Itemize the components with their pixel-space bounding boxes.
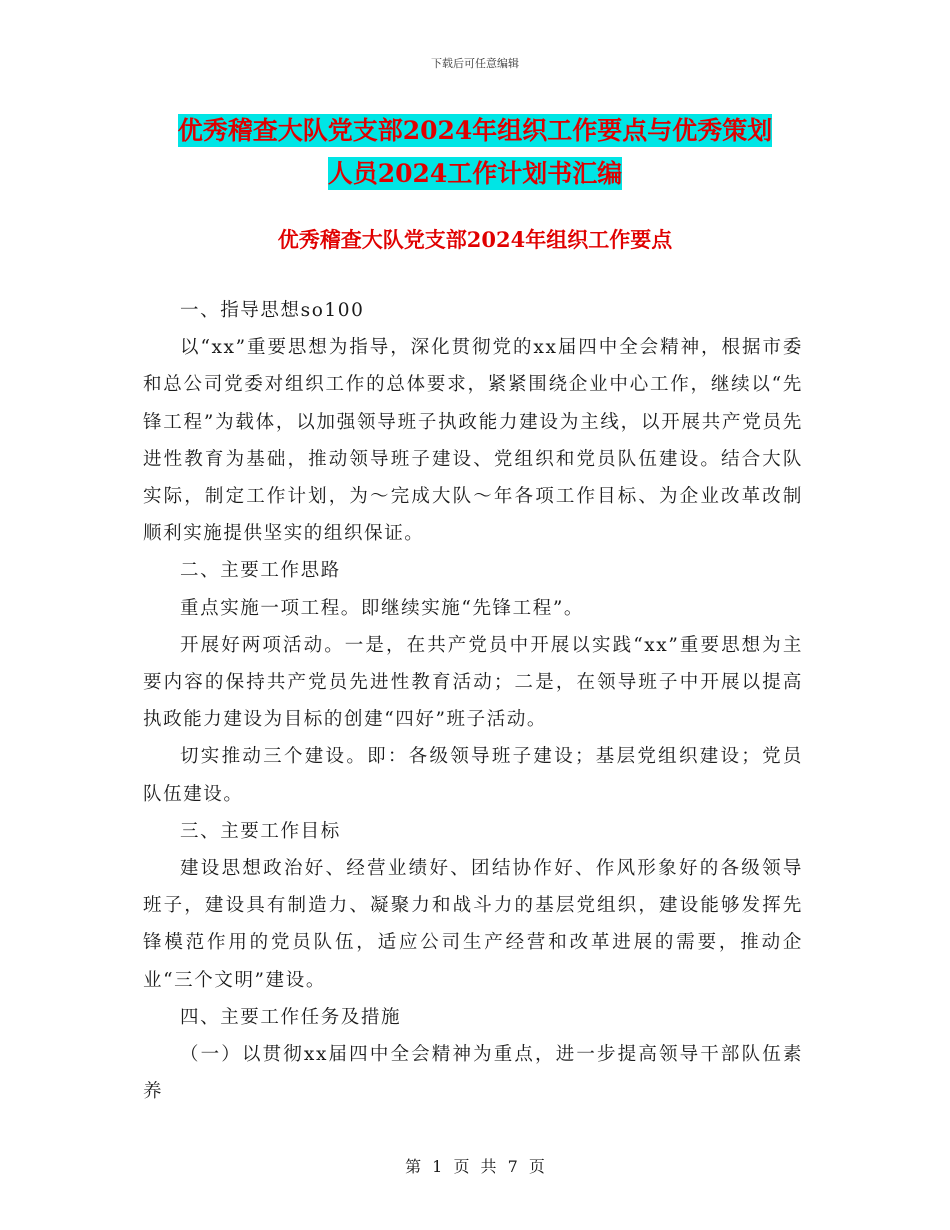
heading-guiding-ideology: 一、指导思想so100 — [180, 300, 365, 321]
heading-main-tasks: 四、主要工作任务及措施 — [180, 1006, 402, 1028]
document-title-line-2 — [0, 157, 950, 191]
paragraph-one-project: 重点实施一项工程。即继续实施“先锋工程”。 — [180, 597, 585, 619]
heading-main-work-ideas: 二、主要工作思路 — [180, 560, 341, 582]
document-title-line-2-text: 人员2024工作计划书汇编 — [327, 159, 623, 188]
paragraph-two-activities: 开展好两项活动。一是，在共产党员中开展以实践“xx”重要思想为主要内容的保持共产党员先进性教育活动；二是，在领导班子中开展以提高执政能力建设为目标的创建“四好”班子活动。 — [143, 634, 803, 731]
header-note: 下载后可任意编辑 — [431, 57, 519, 70]
heading-main-work-goals: 三、主要工作目标 — [180, 820, 341, 842]
document-title-line-1 — [0, 114, 950, 148]
paragraph-work-goals: 建设思想政治好、经营业绩好、团结协作好、作风形象好的各级领导班子，建设具有制造力、凝聚力和战斗力的基层党组织，建设能够发挥先锋模范作用的党员队伍，适应公司生产经营和改革进展的需要，推动企业“三个文明”建设。 — [143, 858, 803, 991]
document-body — [143, 292, 803, 1110]
page-footer: 第 1 页 共 7 页 — [405, 1157, 545, 1176]
paragraph-three-constructions: 切实推动三个建设。即：各级领导班子建设；基层党组织建设；党员队伍建设。 — [143, 746, 803, 805]
section-title: 优秀稽查大队党支部2024年组织工作要点 — [277, 227, 673, 252]
paragraph-task-one: （一）以贯彻xx届四中全会精神为重点，进一步提高领导干部队伍素养 — [143, 1044, 803, 1103]
document-title-line-1-text: 优秀稽查大队党支部2024年组织工作要点与优秀策划 — [177, 116, 773, 145]
paragraph-guiding-ideology: 以“xx”重要思想为指导，深化贯彻党的xx届四中全会精神，根据市委和总公司党委对组织工作的总体要求，紧紧围绕企业中心工作，继续以“先锋工程”为载体，以加强领导班子执政能力建设为主线，以开展共产党员先进性教育为基础，推动领导班子建设、党组织和党员队伍建设。结合大队实际，制定工作计划，为～完成大队～年各项工作目标、为企业改革改制顺利实施提供坚实的组织保证。 — [143, 337, 803, 545]
